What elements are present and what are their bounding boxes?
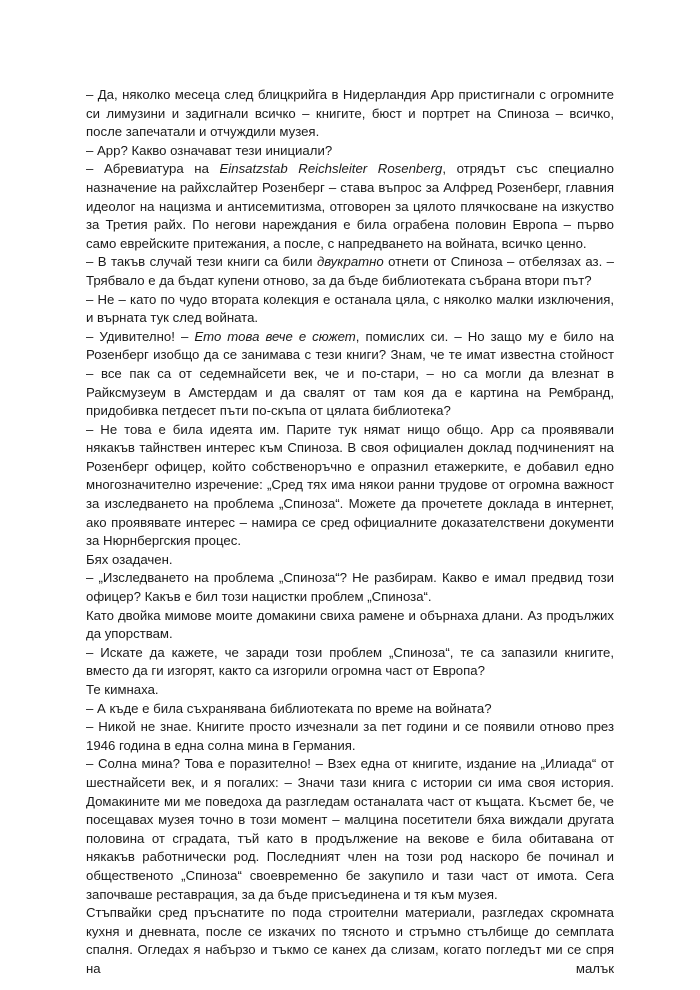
text-segment: , отрядът със специално назначение на райхслайтер Розенберг – става въпрос за Алфред Розенберг, главния идеолог на нацизма и антисемитизма, отговорен за цялото плячкосване на изкуство за Третия райх. По негови нареждания е била ограбена половин Европа – първо само еврейските притежания, а после, с напредването на войната, всичко ценно. <box>86 161 614 251</box>
text-segment: – „Изследването на проблема „Спиноза“? Не разбирам. Какво е имал предвид този офицер? Какъв е бил този нацистки проблем „Спиноза“. <box>86 570 614 605</box>
paragraph <box>86 421 614 551</box>
paragraph <box>86 253 614 290</box>
paragraph <box>86 607 614 644</box>
paragraph <box>86 644 614 681</box>
paragraph <box>86 291 614 328</box>
text-segment: – Не – като по чудо втората колекция е останала цяла, с няколко малки изключения, и върната тук след войната. <box>86 291 614 326</box>
paragraph <box>86 718 614 755</box>
text-segment: Като двойка мимове моите домакини свиха рамене и обърнаха длани. Аз продължих да упорствам. <box>86 607 614 642</box>
paragraph <box>86 328 614 421</box>
text-segment: – В такъв случай тези книги са били <box>86 254 317 270</box>
paragraph <box>86 681 614 700</box>
text-segment: отнети от Спиноза – отбелязах аз. – Трябвало е да бъдат купени отново, за да бъде библиотеката събрана втори път? <box>86 254 614 288</box>
paragraph <box>86 755 614 904</box>
text-segment: – Искате да кажете, че заради този проблем „Спиноза“, те са запазили книгите, вместо да ги изгорят, както са изгорили огромна част от Европа? <box>86 644 614 679</box>
italic-text: двукратно <box>316 254 384 270</box>
text-segment: – Удивително! – <box>86 328 195 344</box>
text-segment: – Арр? Какво означават тези инициали? <box>86 142 333 158</box>
italic-text: Einsatzstab Reichsleiter Rosenberg <box>219 161 443 177</box>
paragraph <box>86 904 614 978</box>
paragraph <box>86 142 614 161</box>
text-segment: Те кимнаха. <box>86 682 159 697</box>
text-segment: – А къде е била съхранявана библиотеката по време на войната? <box>86 700 492 716</box>
paragraph <box>86 700 614 719</box>
text-segment: Бях озадачен. <box>86 551 173 567</box>
body-text <box>86 86 614 979</box>
italic-text: Ето това вече е сюжет <box>194 328 356 344</box>
paragraph <box>86 86 614 142</box>
text-segment: – Да, няколко месеца след блицкрийга в Нидерландия Арр пристигнали с огромните си лимузини и задигнали всичко – книгите, бюст и портрет на Спиноза – всичко, после запечатали и отчуждили музея. <box>86 87 614 140</box>
text-segment: – Солна мина? Това е поразително! – Взех една от книгите, издание на „Илиада“ от шестнайсети век, и я погалих: – Значи тази книга с истории си има своя история. Домакините ми ме поведоха да разгледам останалата част от къщата. Късмет бе, че посещавах музея точно в този момент – малцина посетители бяха виждали другата половина от сградата, тъй като в продължение на векове е била обитавана от някакъв работнически род. Последният член на този род наскоро бе починал и общественото „Спиноза“ своевременно бе закупило и тази част от имота. Сега започваше реставрация, за да бъде присъединена и тя към музея. <box>86 756 614 902</box>
text-segment: – Никой не знае. Книгите просто изчезнали за пет години и се появили отново през 1946 година в една солна мина в Германия. <box>86 719 614 753</box>
text-segment: Стъпвайки сред пръснатите по пода строителни материали, разгледах скромната кухня и дневната, после се изкачих по тясното и стръмно стълбище до семплата спалня. Огледах я набързо и тъкмо се канех да слизам, когато погледът ми се спря на малък <box>86 905 614 976</box>
paragraph <box>86 569 614 606</box>
paragraph <box>86 551 614 570</box>
text-segment: – Абревиатура на <box>86 161 220 177</box>
paragraph <box>86 160 614 253</box>
text-segment: , помислих си. – Но защо му е било на Розенберг изобщо да се занимава с тези книги? Знам, че те имат известна стойност – все пак са от седемнайсети век, че и по-стари, – но са могли да влезнат в Райксмузеум в Амстердам и да свалят от там коя да е картина на Рембранд, придобивка петдесет пъти по-скъпа от цялата библиотека? <box>86 328 614 419</box>
text-segment: – Не това е била идеята им. Парите тук нямат нищо общо. Арр са проявявали някакъв тайнствен интерес към Спиноза. В своя официален доклад подчиненият на Розенберг офицер, който собственоръчно е опразнил етажерките, е добавил едно многозначително изречение: „Сред тях има някои ранни трудове от огромна важност за изследването на проблема „Спиноза“. Можете да прочетете доклада в интернет, ако проявявате интерес – намира се сред официалните доказателствени документи за Нюрнбергския процес. <box>86 421 614 549</box>
